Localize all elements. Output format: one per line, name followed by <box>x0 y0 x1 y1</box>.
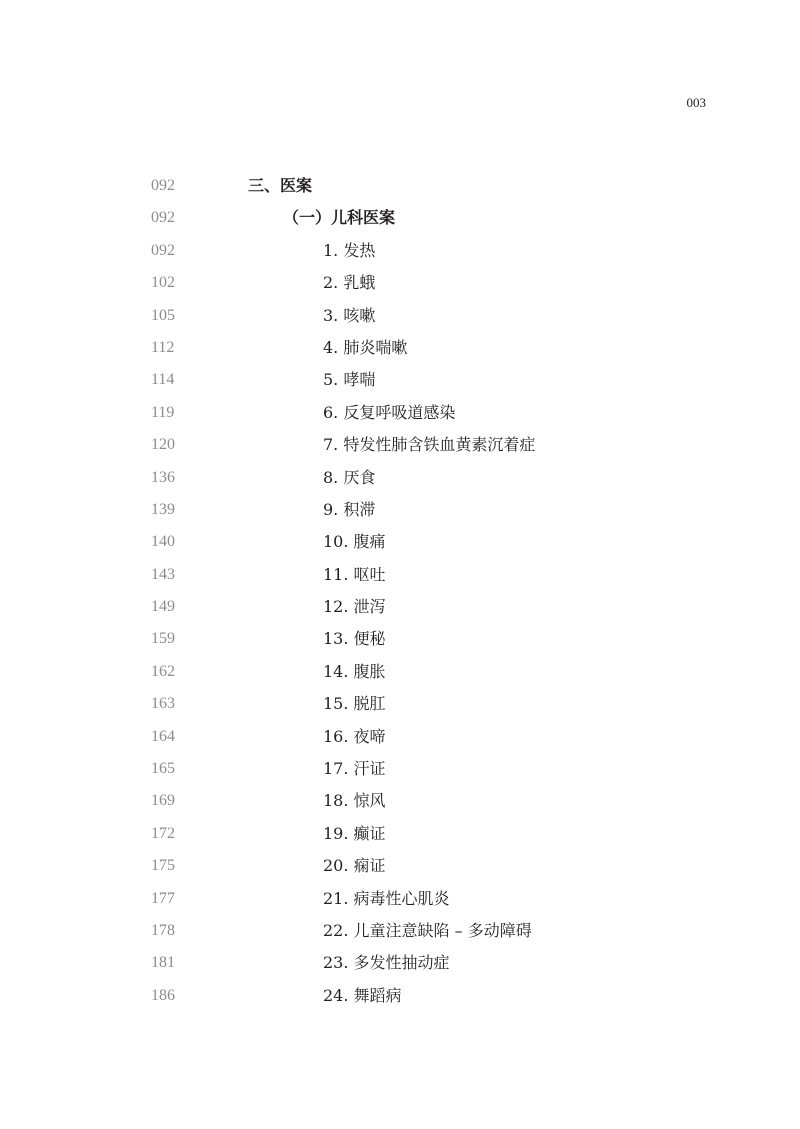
toc-entry <box>0 202 800 234</box>
toc-entry <box>0 785 800 817</box>
toc-entry-title: 7. 特发性肺含铁血黄素沉着症 <box>323 435 536 455</box>
toc-entry-page: 139 <box>151 500 175 518</box>
toc-entry-title: 3. 咳嗽 <box>323 305 376 325</box>
toc-entry-page: 105 <box>151 306 175 324</box>
toc-entry <box>0 300 800 332</box>
toc-entry-title: 22. 儿童注意缺陷 – 多动障碍 <box>323 920 532 940</box>
toc-entry-title: 10. 腹痛 <box>323 532 386 552</box>
toc-entry <box>0 462 800 494</box>
toc-entry-page: 186 <box>151 986 175 1004</box>
toc-entry-page: 102 <box>151 274 175 292</box>
toc-entry-page: 120 <box>151 436 175 454</box>
toc-entry <box>0 980 800 1012</box>
toc-entry <box>0 850 800 882</box>
toc-entry-title: 1. 发热 <box>323 240 376 260</box>
toc-entry-title: 23. 多发性抽动症 <box>323 953 450 973</box>
toc-entry-title: 8. 厌食 <box>323 467 376 487</box>
toc-entry-page: 143 <box>151 565 175 583</box>
toc-entry-title: 15. 脱肛 <box>323 694 386 714</box>
toc-entry-title: 16. 夜啼 <box>323 726 386 746</box>
toc-entry-page: 175 <box>151 857 175 875</box>
toc-entry-page: 092 <box>151 177 175 194</box>
toc-entry <box>0 818 800 850</box>
toc-entry-page: 119 <box>151 403 175 421</box>
page-number: 003 <box>686 95 706 110</box>
toc-entry <box>0 623 800 655</box>
toc-entry <box>0 397 800 429</box>
toc-entry-page: 181 <box>151 954 175 972</box>
toc-entry-title: 21. 病毒性心肌炎 <box>323 888 450 908</box>
toc-entry <box>0 883 800 915</box>
toc-entry <box>0 526 800 558</box>
toc-entry <box>0 915 800 947</box>
toc-entry-page: 178 <box>151 921 175 939</box>
toc-entry <box>0 267 800 299</box>
toc-entry <box>0 688 800 720</box>
toc-entry-title: 24. 舞蹈病 <box>323 985 402 1005</box>
toc-entry <box>0 656 800 688</box>
toc-entry-page: 165 <box>151 760 175 778</box>
toc-entry-page: 172 <box>151 824 175 842</box>
toc-entry-title: 9. 积滞 <box>323 499 376 519</box>
table-of-contents <box>0 170 800 1012</box>
toc-entry-page: 169 <box>151 792 175 810</box>
toc-entry <box>0 753 800 785</box>
toc-entry <box>0 591 800 623</box>
toc-entry-title: 20. 痫证 <box>323 856 386 876</box>
toc-entry <box>0 494 800 526</box>
toc-entry-page: 149 <box>151 598 175 616</box>
toc-entry <box>0 947 800 979</box>
toc-entry <box>0 559 800 591</box>
toc-entry-page: 159 <box>151 630 175 648</box>
toc-entry-page: 164 <box>151 727 175 745</box>
toc-entry-page: 177 <box>151 889 175 907</box>
toc-entry-title: 5. 哮喘 <box>323 370 376 390</box>
toc-entry-title: （一）儿科医案 <box>283 208 396 228</box>
toc-entry <box>0 721 800 753</box>
toc-entry <box>0 235 800 267</box>
toc-entry-title: 6. 反复呼吸道感染 <box>323 402 456 422</box>
toc-entry-title: 2. 乳蛾 <box>323 273 376 293</box>
toc-entry-title: 4. 肺炎喘嗽 <box>323 337 408 357</box>
toc-entry-title: 13. 便秘 <box>323 629 386 649</box>
toc-entry-title: 12. 泄泻 <box>323 597 386 617</box>
toc-entry <box>0 429 800 461</box>
toc-entry-page: 162 <box>151 662 175 680</box>
toc-entry <box>0 364 800 396</box>
toc-entry-page: 092 <box>151 241 175 259</box>
toc-entry-page: 112 <box>151 338 175 356</box>
toc-entry-title: 19. 癫证 <box>323 823 386 843</box>
toc-entry-title: 11. 呕吐 <box>323 564 386 584</box>
toc-entry-title: 14. 腹胀 <box>323 661 386 681</box>
toc-entry-page: 136 <box>151 468 175 486</box>
toc-entry-page: 163 <box>151 695 175 713</box>
toc-entry-page: 140 <box>151 533 175 551</box>
toc-entry-page: 092 <box>151 209 175 227</box>
toc-entry-title: 17. 汗证 <box>323 759 386 779</box>
toc-entry-title: 18. 惊风 <box>323 791 386 811</box>
toc-entry <box>0 332 800 364</box>
toc-entry-page: 114 <box>151 371 175 389</box>
toc-entry <box>0 170 800 202</box>
toc-entry-title: 三、医案 <box>248 176 313 195</box>
